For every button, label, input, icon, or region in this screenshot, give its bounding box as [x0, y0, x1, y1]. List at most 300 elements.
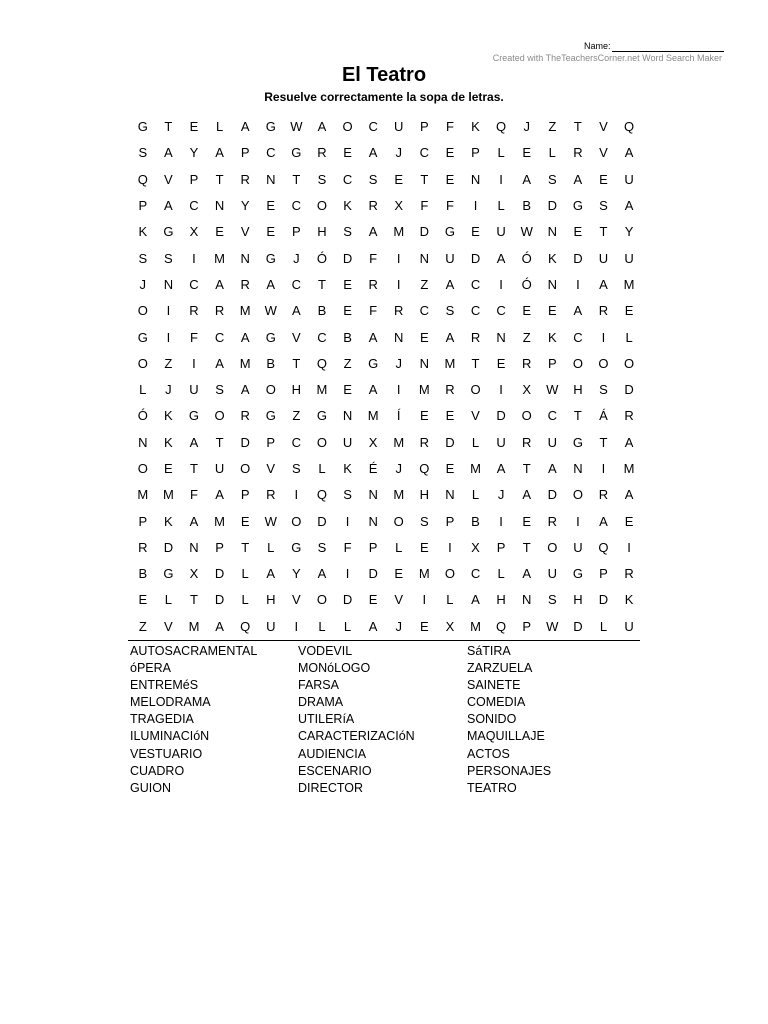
- grid-cell: V: [292, 592, 301, 608]
- grid-cell: O: [572, 355, 583, 371]
- word-list-item: ESCENARIO: [298, 763, 372, 778]
- word-list-item: ILUMINACIóN: [130, 729, 210, 744]
- grid-cell: E: [445, 145, 455, 161]
- grid-cell: T: [573, 119, 582, 135]
- grid-cell: E: [343, 303, 352, 319]
- grid-cell: E: [394, 566, 404, 582]
- grid-cell: T: [599, 434, 608, 450]
- grid-cell: C: [496, 303, 506, 319]
- word-list-item: AUDIENCIA: [298, 746, 367, 761]
- grid-cell: K: [547, 250, 557, 266]
- grid-cell: E: [445, 171, 455, 187]
- grid-cell: E: [343, 382, 352, 398]
- grid-cell: G: [137, 329, 148, 345]
- grid-cell: A: [368, 329, 378, 345]
- grid-cell: T: [292, 355, 301, 371]
- grid-cell: G: [572, 198, 583, 214]
- grid-cell: E: [496, 355, 506, 371]
- grid-row: [130, 272, 642, 298]
- grid-cell: D: [496, 408, 506, 424]
- grid-cell: D: [547, 487, 557, 503]
- grid-cell: F: [420, 198, 429, 214]
- grid-cell: L: [241, 566, 249, 582]
- grid-cell: M: [623, 461, 635, 476]
- grid-cell: L: [318, 461, 326, 476]
- grid-cell: P: [189, 171, 199, 187]
- grid-cell: T: [522, 539, 531, 555]
- grid-cell: M: [470, 618, 481, 634]
- grid-cell: M: [214, 250, 225, 266]
- grid-cell: R: [522, 355, 532, 371]
- name-blank-line: [612, 51, 724, 52]
- grid-cell: P: [547, 355, 557, 371]
- grid-cell: E: [522, 303, 532, 319]
- word-list-item: óPERA: [130, 661, 171, 676]
- grid-cell: P: [240, 145, 250, 161]
- grid-cell: H: [291, 382, 302, 398]
- grid-cell: H: [266, 592, 276, 608]
- grid-cell: A: [573, 303, 583, 319]
- grid-cell: A: [164, 145, 173, 161]
- grid-cell: I: [422, 592, 427, 608]
- word-list-item: FARSA: [298, 678, 339, 693]
- grid-cell: B: [471, 513, 480, 529]
- grid-cell: Á: [599, 408, 608, 424]
- grid-cell: G: [572, 566, 583, 582]
- grid-cell: Y: [292, 566, 301, 582]
- grid-cell: U: [214, 461, 225, 476]
- grid-cell: E: [547, 303, 557, 319]
- grid-cell: R: [394, 303, 404, 319]
- grid-cell: S: [343, 224, 352, 240]
- grid-cell: J: [395, 145, 402, 161]
- grid-cell: D: [445, 434, 455, 450]
- grid-cell: S: [317, 171, 327, 187]
- grid-cell: A: [189, 434, 199, 450]
- grid-cell: O: [240, 461, 251, 476]
- grid-cell: M: [137, 487, 149, 503]
- grid-cell: E: [419, 539, 429, 555]
- grid-cell: K: [343, 461, 352, 476]
- grid-cell: S: [547, 171, 557, 187]
- grid-row: [130, 377, 642, 403]
- grid-cell: Ó: [521, 250, 532, 266]
- grid-cell: N: [189, 539, 199, 555]
- grid-cell: P: [138, 198, 148, 214]
- grid-cell: P: [419, 119, 429, 135]
- grid-cell: F: [190, 329, 198, 345]
- grid-cell: L: [446, 592, 454, 608]
- word-list-item: PERSONAJES: [467, 763, 552, 778]
- grid-cell: I: [473, 198, 478, 214]
- grid-cell: J: [139, 276, 147, 292]
- word-list-item: SONIDO: [467, 712, 517, 727]
- grid-cell: E: [368, 592, 378, 608]
- grid-cell: G: [444, 224, 455, 240]
- grid-cell: M: [367, 408, 379, 424]
- grid-cell: C: [342, 171, 353, 187]
- grid-cell: R: [368, 276, 378, 292]
- grid-cell: P: [215, 539, 224, 555]
- grid-cell: W: [520, 224, 533, 240]
- grid-cell: A: [522, 487, 532, 503]
- grid-cell: T: [241, 539, 250, 555]
- word-list-item: ZARZUELA: [467, 661, 533, 676]
- grid-cell: I: [448, 539, 452, 555]
- grid-cell: Z: [138, 618, 147, 634]
- grid-cell: C: [368, 119, 378, 135]
- grid-cell: S: [419, 513, 429, 529]
- grid-cell: R: [522, 434, 532, 450]
- word-list-item: MELODRAMA: [130, 695, 211, 710]
- grid-cell: Q: [316, 487, 328, 503]
- letter-grid: [130, 114, 642, 640]
- grid-cell: F: [445, 198, 454, 214]
- grid-cell: T: [190, 461, 198, 476]
- grid-cell: T: [215, 434, 224, 450]
- grid-cell: F: [369, 250, 378, 266]
- grid-cell: O: [265, 382, 276, 398]
- grid-cell: E: [419, 408, 429, 424]
- grid-cell: C: [470, 566, 481, 582]
- grid-cell: O: [572, 487, 583, 503]
- grid-cell: I: [576, 276, 580, 292]
- grid-cell: P: [445, 513, 455, 529]
- grid-cell: O: [316, 592, 328, 608]
- grid-cell: F: [343, 539, 352, 555]
- grid-cell: A: [496, 250, 506, 266]
- grid-cell: U: [624, 171, 634, 187]
- grid-cell: Y: [240, 198, 250, 214]
- grid-cell: A: [317, 566, 327, 582]
- grid-cell: Í: [396, 408, 401, 424]
- grid-cell: E: [624, 513, 634, 529]
- grid-cell: M: [239, 355, 251, 371]
- grid-cell: D: [163, 539, 174, 555]
- grid-cell: O: [547, 539, 558, 555]
- grid-cell: K: [164, 408, 173, 424]
- grid-cell: L: [267, 539, 275, 555]
- grid-cell: P: [599, 566, 608, 582]
- grid-cell: I: [499, 513, 503, 529]
- grid-cell: D: [573, 250, 583, 266]
- grid-cell: Q: [624, 119, 635, 135]
- grid-cell: S: [547, 592, 557, 608]
- grid-cell: A: [624, 434, 634, 450]
- grid-cell: C: [214, 329, 225, 345]
- grid-cell: G: [137, 119, 148, 135]
- grid-row: [130, 351, 642, 377]
- grid-cell: J: [395, 355, 402, 371]
- grid-cell: I: [601, 329, 606, 345]
- grid-cell: R: [317, 145, 327, 161]
- grid-cell: N: [214, 198, 225, 214]
- grid-cell: R: [214, 303, 225, 319]
- grid-cell: N: [368, 487, 378, 503]
- grid-cell: M: [444, 355, 456, 371]
- grid-cell: G: [163, 224, 174, 240]
- grid-cell: U: [496, 224, 506, 240]
- grid-cell: A: [240, 329, 250, 345]
- grid-cell: E: [573, 224, 583, 240]
- grid-cell: W: [264, 513, 277, 529]
- grid-cell: V: [599, 145, 608, 161]
- page-subtitle: Resuelve correctamente la sopa de letras.: [264, 90, 504, 104]
- grid-cell: S: [599, 382, 608, 398]
- grid-cell: R: [240, 276, 250, 292]
- grid-cell: N: [368, 513, 378, 529]
- grid-cell: M: [188, 618, 200, 634]
- grid-cell: C: [470, 276, 481, 292]
- grid-cell: A: [496, 461, 506, 476]
- grid-cell: Ó: [137, 408, 148, 424]
- grid-cell: I: [345, 513, 350, 529]
- word-list-item: CUADRO: [130, 763, 185, 778]
- grid-cell: P: [368, 539, 378, 555]
- grid-cell: C: [266, 145, 276, 161]
- grid-cell: T: [215, 171, 224, 187]
- word-list-item: ENTREMéS: [130, 678, 199, 693]
- grid-cell: P: [292, 224, 301, 240]
- grid-cell: L: [241, 592, 249, 608]
- grid-cell: X: [368, 434, 378, 450]
- grid-cell: A: [624, 198, 634, 214]
- word-list-item: DIRECTOR: [298, 780, 364, 795]
- word-list-item: MAQUILLAJE: [467, 729, 545, 744]
- grid-cell: Z: [420, 276, 429, 292]
- grid-cell: A: [215, 355, 224, 371]
- page-title: El Teatro: [341, 64, 427, 86]
- grid-cell: M: [393, 487, 405, 503]
- grid-cell: F: [369, 303, 378, 319]
- grid-cell: R: [624, 566, 634, 582]
- grid-cell: Y: [624, 224, 634, 240]
- grid-cell: E: [266, 224, 276, 240]
- grid-row: [130, 140, 642, 166]
- grid-cell: X: [471, 539, 480, 555]
- grid-cell: D: [214, 566, 225, 582]
- grid-cell: D: [470, 250, 481, 266]
- grid-cell: L: [497, 145, 505, 161]
- word-list-item: ACTOS: [467, 746, 510, 761]
- grid-cell: U: [573, 539, 583, 555]
- grid-cell: M: [393, 434, 405, 450]
- grid-cell: Q: [598, 539, 609, 555]
- grid-cell: X: [394, 198, 404, 214]
- grid-cell: B: [522, 198, 532, 214]
- grid-row: [130, 535, 642, 561]
- grid-cell: C: [419, 145, 430, 161]
- grid-cell: O: [137, 461, 148, 476]
- grid-cell: L: [497, 198, 505, 214]
- grid-cell: D: [214, 592, 225, 608]
- grid-cell: L: [139, 382, 147, 398]
- grid-cell: C: [189, 198, 199, 214]
- grid-cell: U: [266, 618, 276, 634]
- grid-cell: L: [497, 566, 505, 582]
- grid-cell: B: [343, 329, 352, 345]
- grid-cell: E: [343, 276, 352, 292]
- grid-cell: A: [317, 119, 327, 135]
- grid-cell: E: [522, 513, 532, 529]
- grid-cell: N: [496, 329, 506, 345]
- word-list-item: TRAGEDIA: [130, 712, 194, 727]
- grid-cell: T: [599, 224, 608, 240]
- grid-cell: M: [418, 382, 430, 398]
- grid-cell: A: [215, 276, 224, 292]
- word-column: [467, 643, 627, 797]
- grid-cell: D: [419, 224, 430, 240]
- grid-cell: L: [343, 618, 352, 634]
- grid-cell: W: [264, 303, 277, 319]
- grid-cell: A: [445, 329, 455, 345]
- word-list-item: SAINETE: [467, 678, 521, 693]
- grid-cell: P: [471, 145, 480, 161]
- grid-cell: I: [576, 513, 580, 529]
- grid-cell: D: [317, 513, 327, 529]
- grid-row: [130, 430, 642, 456]
- grid-cell: J: [497, 487, 505, 503]
- grid-cell: K: [164, 434, 173, 450]
- grid-cell: G: [316, 408, 328, 424]
- grid-row: [130, 482, 642, 508]
- grid-cell: R: [240, 171, 250, 187]
- grid-cell: P: [522, 618, 532, 634]
- grid-cell: A: [292, 303, 301, 319]
- grid-cell: M: [470, 461, 481, 476]
- grid-row: [130, 324, 642, 350]
- grid-cell: Z: [164, 355, 173, 371]
- grid-cell: U: [598, 250, 609, 266]
- grid-cell: Z: [548, 119, 557, 135]
- grid-cell: N: [163, 276, 174, 292]
- grid-cell: Z: [522, 329, 531, 345]
- grid-cell: O: [316, 198, 328, 214]
- grid-cell: G: [572, 434, 583, 450]
- grid-cell: X: [189, 224, 199, 240]
- grid-cell: I: [192, 355, 196, 371]
- grid-cell: U: [496, 434, 506, 450]
- grid-cell: B: [317, 303, 327, 319]
- grid-cell: B: [138, 566, 148, 582]
- grid-cell: A: [599, 276, 608, 292]
- grid-cell: G: [265, 119, 276, 135]
- grid-cell: P: [138, 513, 148, 529]
- grid-cell: É: [368, 461, 378, 476]
- grid-cell: E: [343, 145, 352, 161]
- grid-row: [130, 114, 642, 140]
- grid-cell: M: [239, 303, 251, 319]
- grid-row: [130, 219, 642, 245]
- grid-cell: L: [395, 539, 403, 555]
- grid-cell: P: [266, 434, 276, 450]
- grid-cell: I: [166, 329, 171, 345]
- word-column: [130, 643, 298, 797]
- grid-cell: I: [396, 382, 401, 398]
- word-list-item: COMEDIA: [467, 695, 526, 710]
- grid-cell: E: [419, 618, 429, 634]
- grid-cell: H: [573, 382, 583, 398]
- grid-cell: R: [445, 382, 455, 398]
- grid-cell: V: [599, 119, 608, 135]
- grid-cell: A: [215, 487, 224, 503]
- grid-cell: T: [420, 171, 429, 187]
- grid-cell: G: [265, 408, 276, 424]
- grid-cell: T: [317, 276, 326, 292]
- grid-cell: M: [162, 487, 174, 503]
- grid-cell: R: [138, 539, 148, 555]
- grid-cell: A: [164, 198, 173, 214]
- grid-cell: V: [292, 329, 301, 345]
- grid-cell: A: [368, 145, 378, 161]
- grid-cell: I: [396, 250, 401, 266]
- word-list-item: TEATRO: [467, 780, 517, 795]
- grid-cell: J: [523, 119, 530, 135]
- grid-cell: M: [418, 566, 430, 582]
- grid-row: [130, 193, 642, 219]
- grid-cell: N: [522, 592, 532, 608]
- grid-cell: A: [445, 276, 455, 292]
- grid-cell: S: [164, 250, 173, 266]
- grid-cell: R: [573, 145, 583, 161]
- grid-cell: Q: [496, 618, 507, 634]
- grid-cell: D: [342, 592, 353, 608]
- grid-cell: O: [624, 355, 635, 371]
- grid-cell: Q: [137, 171, 148, 187]
- grid-cell: Ó: [316, 250, 328, 266]
- grid-cell: J: [293, 250, 300, 266]
- grid-cell: S: [368, 171, 378, 187]
- grid-cell: V: [240, 224, 250, 240]
- grid-cell: X: [522, 382, 532, 398]
- grid-cell: H: [573, 592, 583, 608]
- grid-cell: A: [266, 566, 276, 582]
- grid-cell: R: [189, 303, 199, 319]
- grid-cell: A: [368, 618, 378, 634]
- grid-cell: K: [164, 513, 173, 529]
- grid-cell: T: [471, 355, 480, 371]
- grid-cell: A: [471, 592, 480, 608]
- grid-cell: E: [394, 171, 404, 187]
- grid-cell: O: [316, 434, 328, 450]
- grid-cell: N: [573, 461, 583, 476]
- grid-row: [130, 167, 642, 193]
- grid-row: [130, 587, 642, 613]
- grid-cell: D: [368, 566, 378, 582]
- grid-cell: J: [395, 461, 402, 476]
- grid-cell: W: [546, 382, 559, 398]
- word-list: [130, 643, 650, 797]
- grid-cell: N: [394, 329, 404, 345]
- grid-cell: I: [294, 487, 299, 503]
- grid-cell: U: [547, 434, 557, 450]
- grid-cell: A: [522, 566, 532, 582]
- grid-cell: K: [138, 224, 148, 240]
- grid-cell: X: [445, 618, 455, 634]
- grid-cell: E: [215, 224, 224, 240]
- grid-cell: A: [624, 487, 634, 503]
- grid-cell: R: [547, 513, 557, 529]
- grid-cell: I: [294, 618, 299, 634]
- grid-cell: L: [318, 618, 326, 634]
- grid-cell: R: [419, 434, 430, 450]
- grid-cell: F: [445, 119, 454, 135]
- grid-cell: H: [317, 224, 327, 240]
- grid-cell: O: [137, 303, 148, 319]
- grid-cell: O: [444, 566, 455, 582]
- grid-cell: C: [317, 329, 327, 345]
- grid-cell: O: [137, 355, 148, 371]
